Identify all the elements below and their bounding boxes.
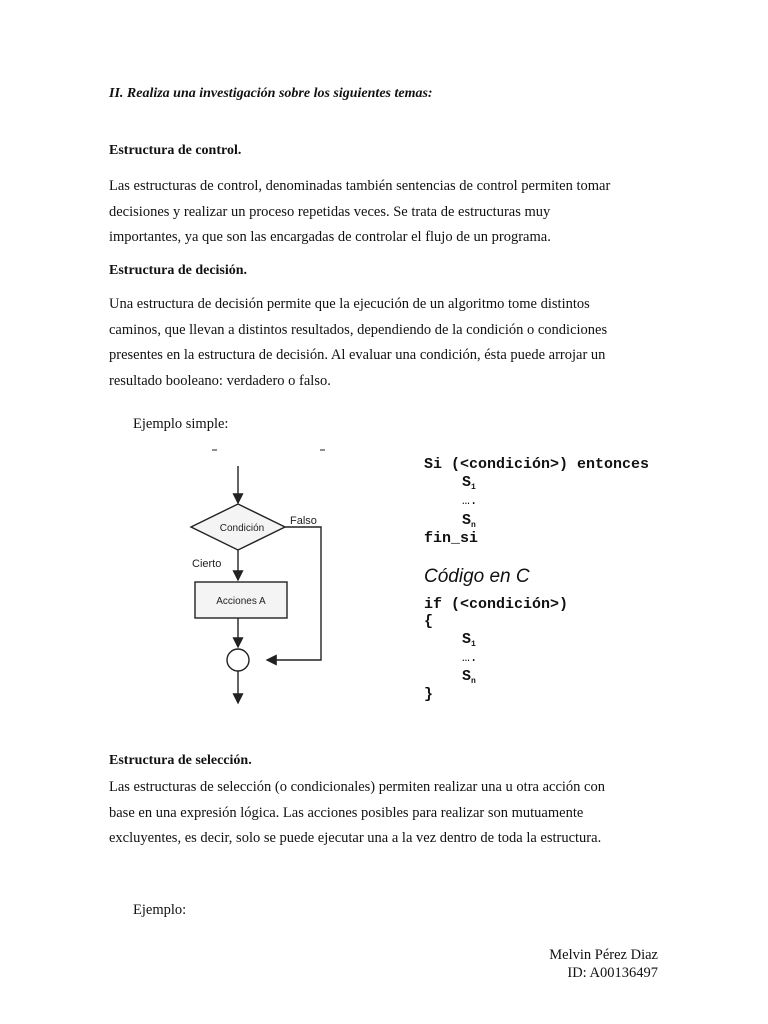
decision-paragraph [109, 292, 669, 394]
true-label: Cierto [192, 558, 222, 570]
condition-label: Condición [219, 523, 265, 534]
decision-heading: Estructura de decisión. [109, 263, 248, 278]
junction-circle [227, 649, 249, 671]
example-simple-label: Ejemplo simple: [133, 416, 229, 432]
paragraph-line: base en una expresión lógica. Las acciones posibles para realizar son mutuamente [109, 804, 584, 821]
author-name: Melvin Pérez Diaz [549, 947, 658, 963]
paragraph-line: Las estructuras de control, denominadas también sentencias de control permiten tomar [109, 178, 611, 194]
c-code-open-brace: { [424, 613, 434, 630]
section-title: II. Realiza una investigación sobre los siguientes temas: [109, 86, 433, 101]
c-code-title: Código en C [424, 566, 530, 587]
statement-letter: S [462, 474, 472, 491]
selection-heading: Estructura de selección. [109, 753, 252, 768]
paragraph-line: Una estructura de decisión permite que la ejecución de un algoritmo tome distintos [109, 296, 590, 312]
paragraph-line: presentes en la estructura de decisión. Al evaluar una condición, ésta puede arrojar un [109, 347, 606, 363]
pseudocode-ellipsis: …. [462, 493, 478, 508]
action-label: Acciones A [216, 596, 266, 607]
paragraph-line: excluyentes, es decir, solo se puede ejecutar una a la vez dentro de toda la estructura. [109, 830, 602, 846]
c-code-s1 [462, 631, 476, 649]
paragraph-line: decisiones y realizar un proceso repetidas veces. Se trata de estructuras muy [109, 203, 551, 220]
student-id: ID: A00136497 [567, 965, 658, 981]
pseudocode-sn [462, 512, 476, 530]
c-code-ellipsis: …. [462, 650, 478, 665]
selection-paragraph [109, 775, 669, 852]
example-label: Ejemplo: [133, 902, 187, 918]
statement-letter: S [462, 668, 472, 685]
control-heading: Estructura de control. [109, 143, 242, 158]
footer-signature [549, 946, 658, 982]
subscript: 1 [471, 640, 476, 649]
paragraph-line: importantes, ya que son las encargadas de controlar el flujo de un programa. [109, 229, 551, 245]
paragraph-line: Las estructuras de selección (o condicionales) permiten realizar una u otra acción con [109, 779, 605, 795]
control-paragraph [109, 174, 669, 251]
subscript: n [471, 521, 476, 530]
false-label: Falso [290, 515, 317, 527]
paragraph-line: caminos, que llevan a distintos resultados, dependiendo de la condición o condiciones [109, 321, 608, 338]
pseudocode-if-line: Si (<condición>) entonces [424, 456, 650, 473]
statement-letter: S [462, 512, 472, 529]
pseudocode-s1 [462, 474, 476, 492]
paragraph-line: resultado booleano: verdadero o falso. [109, 372, 331, 389]
pseudocode-end: fin_si [424, 530, 479, 547]
c-code-close-brace: } [424, 686, 434, 703]
c-code-sn [462, 668, 476, 686]
subscript: 1 [471, 483, 476, 492]
flowchart [170, 446, 360, 716]
c-code-if-line: if (<condición>) [424, 596, 569, 613]
statement-letter: S [462, 631, 472, 648]
subscript: n [471, 677, 476, 686]
